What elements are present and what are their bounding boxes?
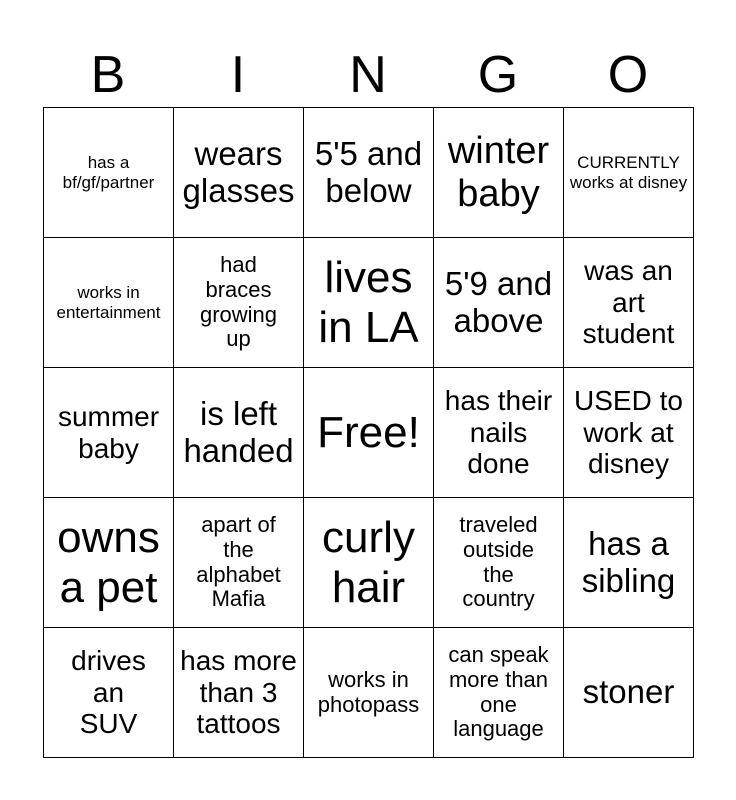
bingo-cell[interactable] (44, 108, 174, 238)
bingo-cell[interactable] (174, 498, 304, 628)
bingo-cell[interactable] (564, 368, 694, 498)
free-space-label: Free! (317, 407, 420, 457)
cell-text: traveled outside the country (459, 512, 538, 612)
bingo-board (43, 107, 694, 758)
bingo-cell[interactable] (44, 498, 174, 628)
cell-text: owns a pet (57, 513, 160, 612)
bingo-cell[interactable] (44, 238, 174, 368)
cell-text: works in entertainment (56, 283, 161, 322)
cell-text: works in photopass (317, 666, 420, 717)
bingo-cell[interactable] (434, 498, 564, 628)
bingo-cell[interactable] (564, 238, 694, 368)
bingo-cell[interactable] (434, 108, 564, 238)
cell-text: CURRENTLY works at disney (569, 153, 688, 192)
bingo-cell[interactable] (174, 108, 304, 238)
bingo-cell[interactable] (564, 628, 694, 758)
cell-text: was an art student (582, 255, 675, 350)
bingo-cell[interactable] (434, 628, 564, 758)
cell-text: has their nails done (444, 385, 553, 480)
bingo-cell[interactable] (304, 628, 434, 758)
bingo-cell[interactable] (44, 368, 174, 498)
cell-text: USED to work at disney (574, 385, 683, 480)
cell-text: has a sibling (581, 524, 676, 599)
bingo-cell[interactable] (434, 238, 564, 368)
cell-text: curly hair (322, 513, 415, 612)
bingo-cell[interactable] (304, 498, 434, 628)
cell-text: winter baby (447, 129, 550, 215)
cell-text: had braces growing up (199, 252, 278, 352)
cell-text: 5'9 and above (444, 264, 553, 339)
bingo-cell[interactable] (44, 628, 174, 758)
bingo-cell[interactable] (174, 628, 304, 758)
bingo-cell[interactable] (174, 368, 304, 498)
bingo-cell[interactable] (564, 498, 694, 628)
cell-text: is left handed (183, 394, 294, 469)
cell-text: drives an SUV (71, 645, 146, 740)
cell-text: lives in LA (318, 253, 419, 352)
bingo-cell[interactable] (304, 108, 434, 238)
header-letter-b: B (90, 46, 126, 104)
header-letter-g: G (477, 46, 519, 104)
bingo-header (43, 44, 693, 106)
cell-text: stoner (582, 673, 675, 711)
bingo-cell[interactable] (564, 108, 694, 238)
cell-text: wears glasses (182, 134, 295, 209)
cell-text: has more than 3 tattoos (180, 645, 297, 740)
bingo-cell-free[interactable] (304, 368, 434, 498)
bingo-cell[interactable] (434, 368, 564, 498)
cell-text: summer baby (57, 401, 160, 464)
header-letter-o: O (607, 46, 649, 104)
cell-text: 5'5 and below (314, 134, 423, 209)
header-letter-i: I (230, 46, 246, 104)
cell-text: apart of the alphabet Mafia (196, 512, 281, 612)
bingo-cell[interactable] (174, 238, 304, 368)
cell-text: has a bf/gf/partner (62, 153, 155, 192)
cell-text: can speak more than one language (448, 642, 549, 742)
bingo-cell[interactable] (304, 238, 434, 368)
header-letter-n: N (349, 46, 387, 104)
